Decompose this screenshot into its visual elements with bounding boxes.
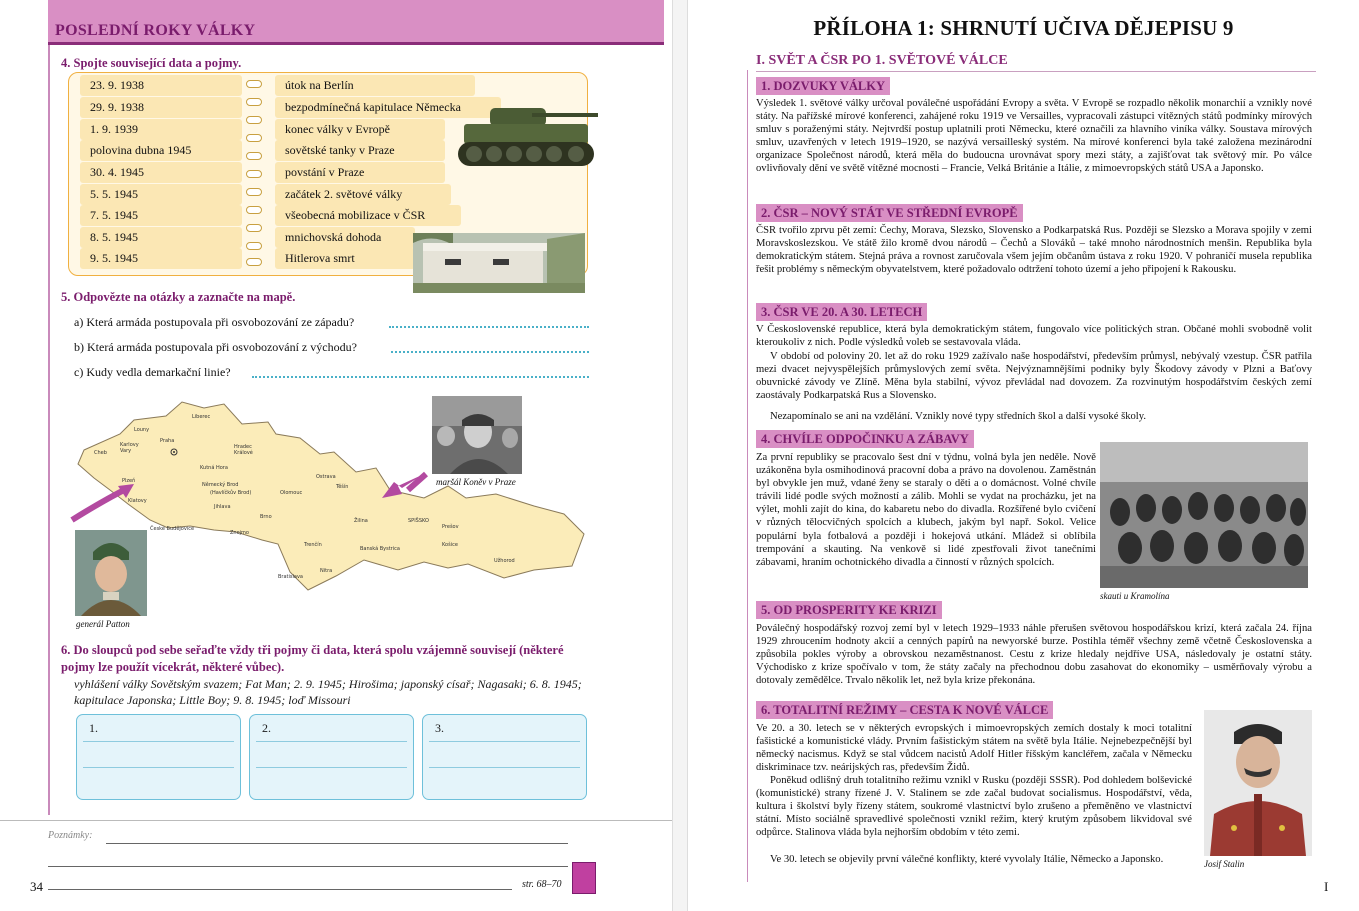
scouts-photo [1100,442,1308,588]
notes-line[interactable] [48,866,568,867]
event-item: útok na Berlín [275,75,475,96]
chapter-text: Poválečný hospodářský rozvoj zemí byl v letech 1929–1933 náhle přerušen světovou hospodářskou krizí, která začala 24. října 1929 zhroucením hodnoty akcií a cenných papírů na newyorské burze. Postihla téměř všechny země včetně Československa a způsobila pokles výroby a obrovskou nezaměstnanost. Cestu z krize hledaly nejdříve USA, následovaly je ostatní státy. Východisko z krize spočívalo v tom, že státy začaly na přechodnou dobu zasahovat do ekonomiky – usměrňovaly výrobu a dotovaly zemědělce. Trvalo několik let, než byla krize překonána. [756,623,1312,687]
question-b: b) Která armáda postupovala při osvobozování z východu? [74,340,357,354]
date-item: 8. 5. 1945 [80,227,242,248]
date-item: 1. 9. 1939 [80,119,242,140]
map-city-label: Louny [134,427,150,433]
date-item: 9. 5. 1945 [80,248,242,269]
footer-divider [0,820,672,821]
sort-column-3[interactable] [422,714,587,800]
chapter-heading: 1. DOZVUKY VÁLKY [756,77,890,95]
map-city-label: Nitra [320,568,333,574]
notebook-rings [246,72,262,272]
event-item: sovětské tanky v Praze [275,140,445,161]
map-city-label: Olomouc [280,490,303,496]
task6-terms: vyhlášení války Sovětským svazem; Fat Man; 2. 9. 1945; Hirošima; japonský císař; Nagasaki; 6. 8. 1945; kapitulace Japonska; Little Boy; 9. 8. 1945; loď Missouri [74,677,582,707]
date-item: 7. 5. 1945 [80,205,242,226]
patton-photo [75,530,147,616]
appendix-title: PŘÍLOHA 1: SHRNUTÍ UČIVA DĚJEPISU 9 [813,16,1234,40]
date-item: polovina dubna 1945 [80,140,242,161]
chapter-text: V období od poloviny 20. let až do roku 1929 zažívalo naše hospodářství, především průmysl, nebývalý vzestup. ČSR patřila mezi dvacet nejvyspělejších průmyslových zemí světa. Nejvýznamnějšími podniky byly Škodovy závody v Plzni a Baťovy obuvnické závody ve Zlíně. Měna byla stabilní, vývoz převládal nad dovozem. Za rozvinutým hospodářstvím českých zemí zaostávaly Podkarpatská Rus a Slovensko. [756,351,1312,402]
page-gutter [672,0,688,911]
notes-label: Poznámky: [48,830,93,841]
konev-photo [432,396,522,474]
page-number: 34 [30,879,43,894]
question-c: c) Kudy vedla demarkační linie? [74,365,231,379]
map-city-label: Užhorod [494,558,515,564]
section-underline [756,71,1316,72]
chapter-text: V Československé republice, která byla demokratickým státem, fungovalo více politických stran. Občané mohli svobodně volit kteroukoliv z nich. Podle výsledků voleb se sestavovala vláda. [756,324,1312,349]
event-item: mnichovská dohoda [275,227,415,248]
map-city-label: Karlovy Vary [120,442,139,454]
map-city-label: Prešov [442,524,459,530]
map-city-label: Kutná Hora [200,465,228,471]
page-reference: str. 68–70 [522,879,562,890]
left-page [0,0,672,911]
chapter-text: Za první republiky se pracovalo šest dní v týdnu, volná byla jen neděle. Nově uzákoněna byla osmihodinová pracovní doba a právo na dovolenou. Zaměstnán byl obvykle jen muž, vdané ženy se staraly o děti a o domácnost. Volné chvíle trávili lidé podle svých možností a zálib. Mohli se vydat na procházku, jet na výlet, mohli zajít do kina, do kabaretu nebo do divadla. Rozšířené bylo cvičení v různých tělocvičných spolcích a klubech, jakým byl např. Sokol. Velice populární byla fotbalová a později i hokejová utkání. Mládež si oblíbila trempování a skauting. Na venkově si lidé zpestřovali život tanečními zábavami, hraním ochotnického divadla a činností v různých spolcích. [756,452,1096,568]
map-city-label: Ostrava [316,474,336,480]
stalin-portrait [1204,710,1312,856]
chapter-heading: 4. CHVÍLE ODPOČINKU A ZÁBAVY [756,430,974,448]
chapter-text: Ve 20. a 30. letech se v některých evropských i mimoevropských zemích dostaly k moci totalitní fašistické a komunistické vlády. Prvním fašistickým státem na světě byla Itálie. Nejnebezpečnější byl německý nacismus. Když se stal vůdcem nacistů Adolf Hitler říšským kancléřem, začala v Německu diskriminace tzv. neárijských ras, především Židů. [756,723,1192,774]
map-city-label: Liberec [192,414,211,420]
tank-image [452,100,600,172]
chapter-text: Poněkud odlišný druh totalitního režimu vznikl v Rusku (později SSSR). Pod dohledem bolševické (komunistické) strany řízené J. V. Stalinem se zde začal budovat socialismus. Hospodářství, věda, kultura i školství byly řízeny státem, soukromé vlastnictví bylo zrušeno a přeměněno ve vlastnictví státní. Místo sociálně spravedlivé společnosti vznikl režim, který krutým způsobem likvidoval své odpůrce. Stalinova vláda byla nejhorším obdobím v této zemi. [756,775,1192,839]
page-number: I [1324,879,1329,894]
page-header-title: POSLEDNÍ ROKY VÁLKY [55,22,256,39]
date-item: 30. 4. 1945 [80,162,242,183]
map-city-label: Žilina [354,518,368,524]
scouts-caption: skauti u Kramolína [1100,591,1170,601]
map-city-label: Trenčín [304,542,322,548]
chapter-text: Ve 30. letech se objevily první válečné konflikty, které vyvolaly Itálie, Německo a Japonsko. [770,854,1164,865]
map-city-label: Hradec Králové [234,444,253,456]
date-item: 23. 9. 1938 [80,75,242,96]
section-heading: I. SVĚT A ČSR PO 1. SVĚTOVÉ VÁLCE [756,53,1008,68]
notes-line[interactable] [106,843,568,844]
event-item: bezpodmínečná kapitulace Německa [275,97,501,118]
map-city-label: SPIŠSKO [408,518,429,524]
sort-column-1[interactable] [76,714,241,800]
map-city-label: Klatovy [128,498,147,504]
sort-column-label: 1. [89,721,98,735]
task6-heading: 6. Do sloupců pod sebe seřaďte vždy tři pojmy či data, která spolu vzájemně souvisejí (některé pojmy lze použít vícekrát, některé vůbec). [61,643,564,674]
chapter-text: Nezapomínalo se ani na vzdělání. Vznikly nové typy středních škol a další vysoké školy. [770,411,1146,422]
date-item: 5. 5. 1945 [80,184,242,205]
chapter-text: ČSR tvořilo zprvu pět zemí: Čechy, Morava, Slezsko, Slovensko a Podkarpatská Rus. Později se Slezsko a Morava spojily v zemi Moravskoslezskou. Ve státě žilo kromě dvou národů – Čechů a Slováků – také mnoho národnostních menšin. Republika byla demokratickým státem. Stejná práva a rovnost zaručovala všem jejím občanům ústava z roku 1920. V pohraničí musela republika řešit problémy s německým obyvatelstvem, které požadovalo odtržení tohoto území a jeho připojení k Rakousku. [756,225,1312,276]
sort-column-label: 2. [262,721,271,735]
task4-heading: 4. Spojte související data a pojmy. [61,56,242,70]
margin-line [48,45,50,815]
margin-line [747,70,748,882]
bunker-image [413,233,585,293]
konev-caption: maršál Koněv v Praze [436,477,516,487]
question-a: a) Která armáda postupovala při osvobozování ze západu? [74,315,355,329]
book-cover-thumbnail [572,862,596,894]
stalin-caption: Josif Stalin [1204,859,1245,869]
chapter-heading: 3. ČSR VE 20. A 30. LETECH [756,303,927,321]
notes-line[interactable] [48,889,512,890]
map-city-label: České Budějovice [150,526,195,532]
answer-line-b[interactable] [391,351,589,353]
map-city-label: Cheb [94,450,107,456]
event-item: povstání v Praze [275,162,445,183]
map-city-label: Banská Bystrica [360,546,400,552]
map-city-label: Praha [160,438,175,444]
sort-column-label: 3. [435,721,444,735]
sort-column-2[interactable] [249,714,414,800]
page-header-band [48,0,664,45]
map-city-label: Brno [260,514,272,520]
map-city-label: Německý Brod [202,482,239,488]
answer-line-a[interactable] [389,326,589,328]
map-city-label: (Havlíčkův Brod) [210,490,252,496]
map-city-label: Košice [442,542,458,548]
event-item: všeobecná mobilizace v ČSR [275,205,461,226]
map-city-label: Jihlava [214,504,231,510]
event-item: začátek 2. světové války [275,184,451,205]
event-item: Hitlerova smrt [275,248,415,269]
map-city-label: Těšín [336,484,349,490]
chapter-heading: 6. TOTALITNÍ REŽIMY – CESTA K NOVÉ VÁLCE [756,701,1053,719]
map-city-label: Znojmo [230,530,249,536]
patton-caption: generál Patton [76,619,130,629]
map-city-label: Plzeň [122,478,136,484]
answer-line-c[interactable] [252,376,589,378]
event-item: konec války v Evropě [275,119,445,140]
task5-heading: 5. Odpovězte na otázky a zaznačte na mapě. [61,290,296,304]
right-page [688,0,1359,911]
chapter-heading: 2. ČSR – NOVÝ STÁT VE STŘEDNÍ EVROPĚ [756,204,1023,222]
map-city-label: Bratislava [278,574,303,580]
chapter-text: Výsledek 1. světové války určoval poválečné uspořádání Evropy a světa. V Evropě se rozpadlo několik monarchií a vznikly nové státy. Na pařížské mírové konferenci, zahájené roku 1919 ve Versailles, vypracovali zástupci vítězných států podmínky mírových smluv s poraženými státy. Nejtvrdší postup uplatnili proti Německu, které označili za hlavního viníka války. Soustava mírových smluv, uzavřených v letech 1919–1920, se nazývá versailleský systém. Na mírové konferenci byla také založena mezinárodní organizace Společnost národů, která měla do budoucna urovnávat spory mezi státy, a zajišťovat tak světový mír. Po válce ovlivňovaly dění ve světě vítězné mocnosti – Francie, Velká Británie a Itálie, z mimoevropských států USA a Japonsko. [756,98,1312,175]
date-item: 29. 9. 1938 [80,97,242,118]
chapter-heading: 5. OD PROSPERITY KE KRIZI [756,601,942,619]
